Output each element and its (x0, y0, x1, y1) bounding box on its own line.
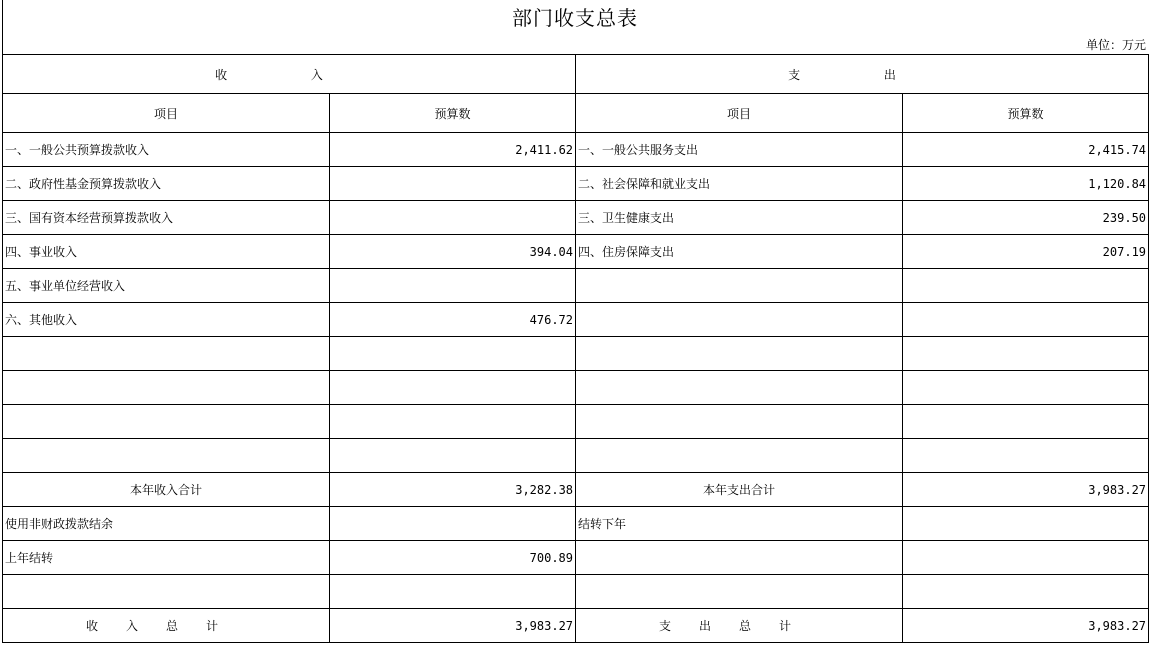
table-row (3, 337, 1149, 371)
income-item-cell: 使用非财政拨款结余 (3, 507, 330, 541)
expense-item-cell (576, 575, 903, 609)
total-row (3, 609, 1149, 643)
income-item-cell (3, 371, 330, 405)
expense-budget-cell (903, 337, 1149, 371)
income-item-cell: 二、政府性基金预算拨款收入 (3, 167, 330, 201)
income-budget-cell: 476.72 (330, 303, 576, 337)
table-row (3, 405, 1149, 439)
expense-item-header: 项目 (576, 94, 903, 133)
expense-item-cell (576, 439, 903, 473)
expense-budget-cell: 239.50 (903, 201, 1149, 235)
income-section-header (3, 55, 576, 94)
income-budget-cell (330, 167, 576, 201)
table-row (3, 269, 1149, 303)
income-budget-cell (330, 201, 576, 235)
income-item-cell (3, 575, 330, 609)
expense-item-cell: 三、卫生健康支出 (576, 201, 903, 235)
expense-item-cell: 二、社会保障和就业支出 (576, 167, 903, 201)
income-item-cell: 四、事业收入 (3, 235, 330, 269)
subtotal-row (3, 473, 1149, 507)
expense-item-cell: 本年支出合计 (576, 473, 903, 507)
expense-item-cell (576, 371, 903, 405)
income-budget-cell (330, 575, 576, 609)
income-item-cell: 五、事业单位经营收入 (3, 269, 330, 303)
table-row (3, 541, 1149, 575)
income-item-cell: 一、一般公共预算拨款收入 (3, 133, 330, 167)
income-budget-cell (330, 439, 576, 473)
income-budget-cell (330, 269, 576, 303)
expense-item-cell: 结转下年 (576, 507, 903, 541)
table-row (3, 507, 1149, 541)
income-item-header: 项目 (3, 94, 330, 133)
section-header-row (3, 55, 1149, 94)
expense-item-cell (576, 541, 903, 575)
expense-item-cell: 四、住房保障支出 (576, 235, 903, 269)
income-item-cell (3, 405, 330, 439)
expense-budget-cell: 1,120.84 (903, 167, 1149, 201)
income-budget-cell (330, 507, 576, 541)
expense-budget-header: 预算数 (903, 94, 1149, 133)
income-item-cell: 六、其他收入 (3, 303, 330, 337)
expense-budget-cell (903, 541, 1149, 575)
income-item-cell (3, 609, 330, 643)
income-item-cell (3, 337, 330, 371)
income-budget-cell: 700.89 (330, 541, 576, 575)
expense-item-cell (576, 609, 903, 643)
income-budget-cell (330, 337, 576, 371)
expense-item-cell (576, 337, 903, 371)
expense-budget-cell (903, 303, 1149, 337)
income-item-cell (3, 439, 330, 473)
expense-section-label: 支 出 (788, 67, 936, 82)
expense-item-cell-text: 支出总计 (659, 619, 820, 633)
income-budget-cell: 3,983.27 (330, 609, 576, 643)
expense-item-cell (576, 405, 903, 439)
expense-budget-cell (903, 507, 1149, 541)
expense-budget-cell: 3,983.27 (903, 473, 1149, 507)
expense-budget-cell (903, 371, 1149, 405)
expense-budget-cell: 207.19 (903, 235, 1149, 269)
income-item-cell-text: 收入总计 (85, 619, 246, 633)
income-budget-cell (330, 405, 576, 439)
expense-budget-cell: 3,983.27 (903, 609, 1149, 643)
table-row (3, 303, 1149, 337)
column-header-row (3, 94, 1149, 133)
unit-label: 单位：万元 (1085, 38, 1146, 52)
expense-budget-cell: 2,415.74 (903, 133, 1149, 167)
table-row (3, 201, 1149, 235)
income-budget-cell: 394.04 (330, 235, 576, 269)
table-row (3, 133, 1149, 167)
table-row (3, 167, 1149, 201)
expense-budget-cell (903, 575, 1149, 609)
income-item-cell: 上年结转 (3, 541, 330, 575)
income-item-cell: 本年收入合计 (3, 473, 330, 507)
income-budget-cell (330, 371, 576, 405)
table-row (3, 235, 1149, 269)
expense-section-header (576, 55, 1149, 94)
table-row (3, 439, 1149, 473)
page-title: 部门收支总表 (512, 6, 638, 30)
expense-budget-cell (903, 439, 1149, 473)
expense-budget-cell (903, 269, 1149, 303)
table-row (3, 575, 1149, 609)
income-section-label: 收 入 (215, 67, 363, 82)
income-budget-header: 预算数 (330, 94, 576, 133)
budget-table (2, 54, 1149, 643)
expense-item-cell (576, 303, 903, 337)
expense-item-cell (576, 269, 903, 303)
income-budget-cell: 2,411.62 (330, 133, 576, 167)
expense-budget-cell (903, 405, 1149, 439)
income-budget-cell: 3,282.38 (330, 473, 576, 507)
expense-item-cell: 一、一般公共服务支出 (576, 133, 903, 167)
income-item-cell: 三、国有资本经营预算拨款收入 (3, 201, 330, 235)
table-row (3, 371, 1149, 405)
